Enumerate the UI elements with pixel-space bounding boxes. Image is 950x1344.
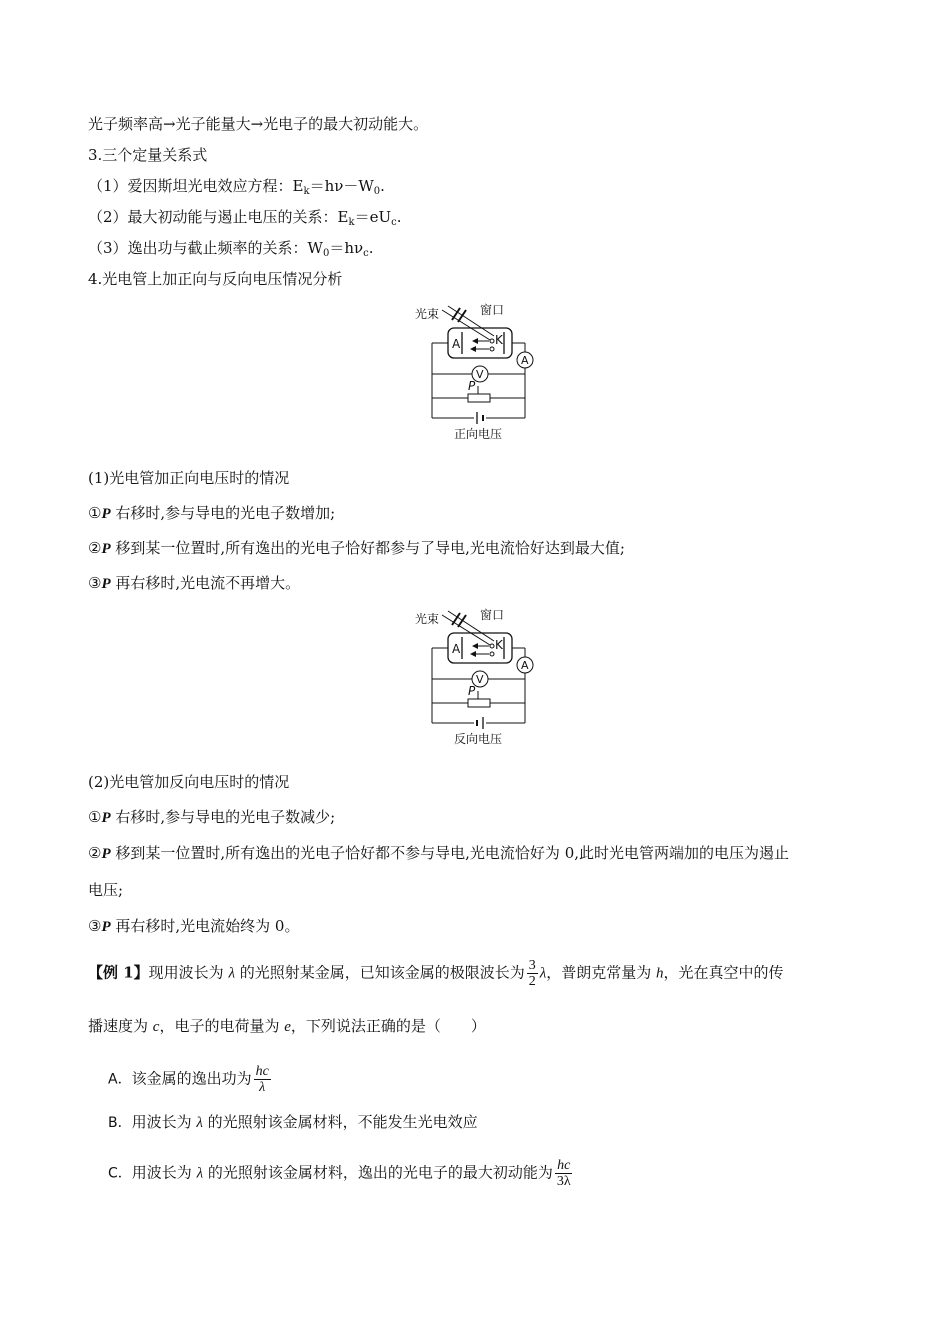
- slider-label: P: [468, 379, 476, 393]
- relation-work-function: （3）逸出功与截止频率的关系：$W_0=h\nu_c$.: [88, 239, 374, 259]
- example-1-question-line-2: 播速度为 c，电子的电荷量为 e，下列说法正确的是（ ）: [88, 1017, 486, 1035]
- relation-einstein-equation: （1）爱因斯坦光电效应方程：$E_k=h\nu-W_0$.: [88, 177, 385, 197]
- heading-phototube-voltage: 4.光电管上加正向与反向电压情况分析: [88, 270, 343, 288]
- reverse-item-2-continued: 电压;: [88, 881, 124, 899]
- voltmeter-label: V: [476, 673, 484, 686]
- paragraph-photon-energy: 光子频率高→光子能量大→光电子的最大初动能大。: [88, 115, 429, 133]
- ammeter-label: A: [521, 659, 529, 672]
- example-tag: 【例 1】: [88, 963, 149, 982]
- forward-item-3: ③P 再右移时,光电流不再增大。: [88, 574, 301, 592]
- ammeter-label: A: [521, 354, 529, 367]
- forward-voltage-circuit-diagram: [400, 298, 560, 443]
- heading-three-relations: 3.三个定量关系式: [88, 146, 208, 164]
- reverse-voltage-circuit-diagram: [400, 603, 560, 748]
- limit-wavelength-fraction: $\frac{3}{2}$: [528, 958, 536, 989]
- rheostat: [468, 699, 490, 707]
- diagram-caption: 反向电压: [454, 732, 503, 746]
- option-a-fraction: $\frac{hc}{\lambda}$: [255, 1064, 269, 1095]
- cathode-label: K: [495, 333, 503, 347]
- relation-stopping-voltage: （2）最大初动能与遏止电压的关系：$E_k=eU_c$.: [88, 208, 402, 228]
- example-1-question-line-1: 【例 1】现用波长为 λ 的光照射某金属，已知该金属的极限波长为 $\frac{3}{2}$ λ，普朗克常量为 h，光在真空中的传: [88, 958, 784, 989]
- reverse-item-3: ③P 再右移时,光电流始终为 0。: [88, 917, 300, 935]
- option-c-fraction: $\frac{hc}{3\lambda}$: [556, 1158, 571, 1189]
- forward-item-1: ①P 右移时,参与导电的光电子数增加;: [88, 504, 336, 522]
- window-label: 窗口: [480, 608, 505, 622]
- light-beam-label: 光束: [415, 307, 440, 321]
- forward-voltage-title: (1)光电管加正向电压时的情况: [88, 469, 290, 487]
- reverse-item-1: ①P 右移时,参与导电的光电子数减少;: [88, 808, 336, 826]
- option-c[interactable]: C．用波长为 λ 的光照射该金属材料，逸出的光电子的最大初动能为 $\frac{hc}{3\lambda}$: [108, 1158, 571, 1189]
- window-label: 窗口: [480, 303, 505, 317]
- rheostat: [468, 394, 490, 402]
- diagram-caption: 正向电压: [454, 427, 503, 441]
- cathode-label: K: [495, 638, 503, 652]
- voltmeter-label: V: [476, 368, 484, 381]
- option-b[interactable]: B．用波长为 λ 的光照射该金属材料，不能发生光电效应: [108, 1113, 478, 1131]
- slider-label: P: [468, 684, 476, 698]
- light-beam-label: 光束: [415, 612, 440, 626]
- option-a[interactable]: A．该金属的逸出功为 $\frac{hc}{\lambda}$: [108, 1064, 269, 1095]
- anode-label: A: [452, 642, 461, 656]
- anode-label: A: [452, 337, 461, 351]
- reverse-item-2: ②P 移到某一位置时,所有逸出的光电子恰好都不参与导电,光电流恰好为 0,此时光电管两端加的电压为遏止: [88, 844, 790, 862]
- reverse-voltage-title: (2)光电管加反向电压时的情况: [88, 773, 290, 791]
- forward-item-2: ②P 移到某一位置时,所有逸出的光电子恰好都参与了导电,光电流恰好达到最大值;: [88, 539, 625, 557]
